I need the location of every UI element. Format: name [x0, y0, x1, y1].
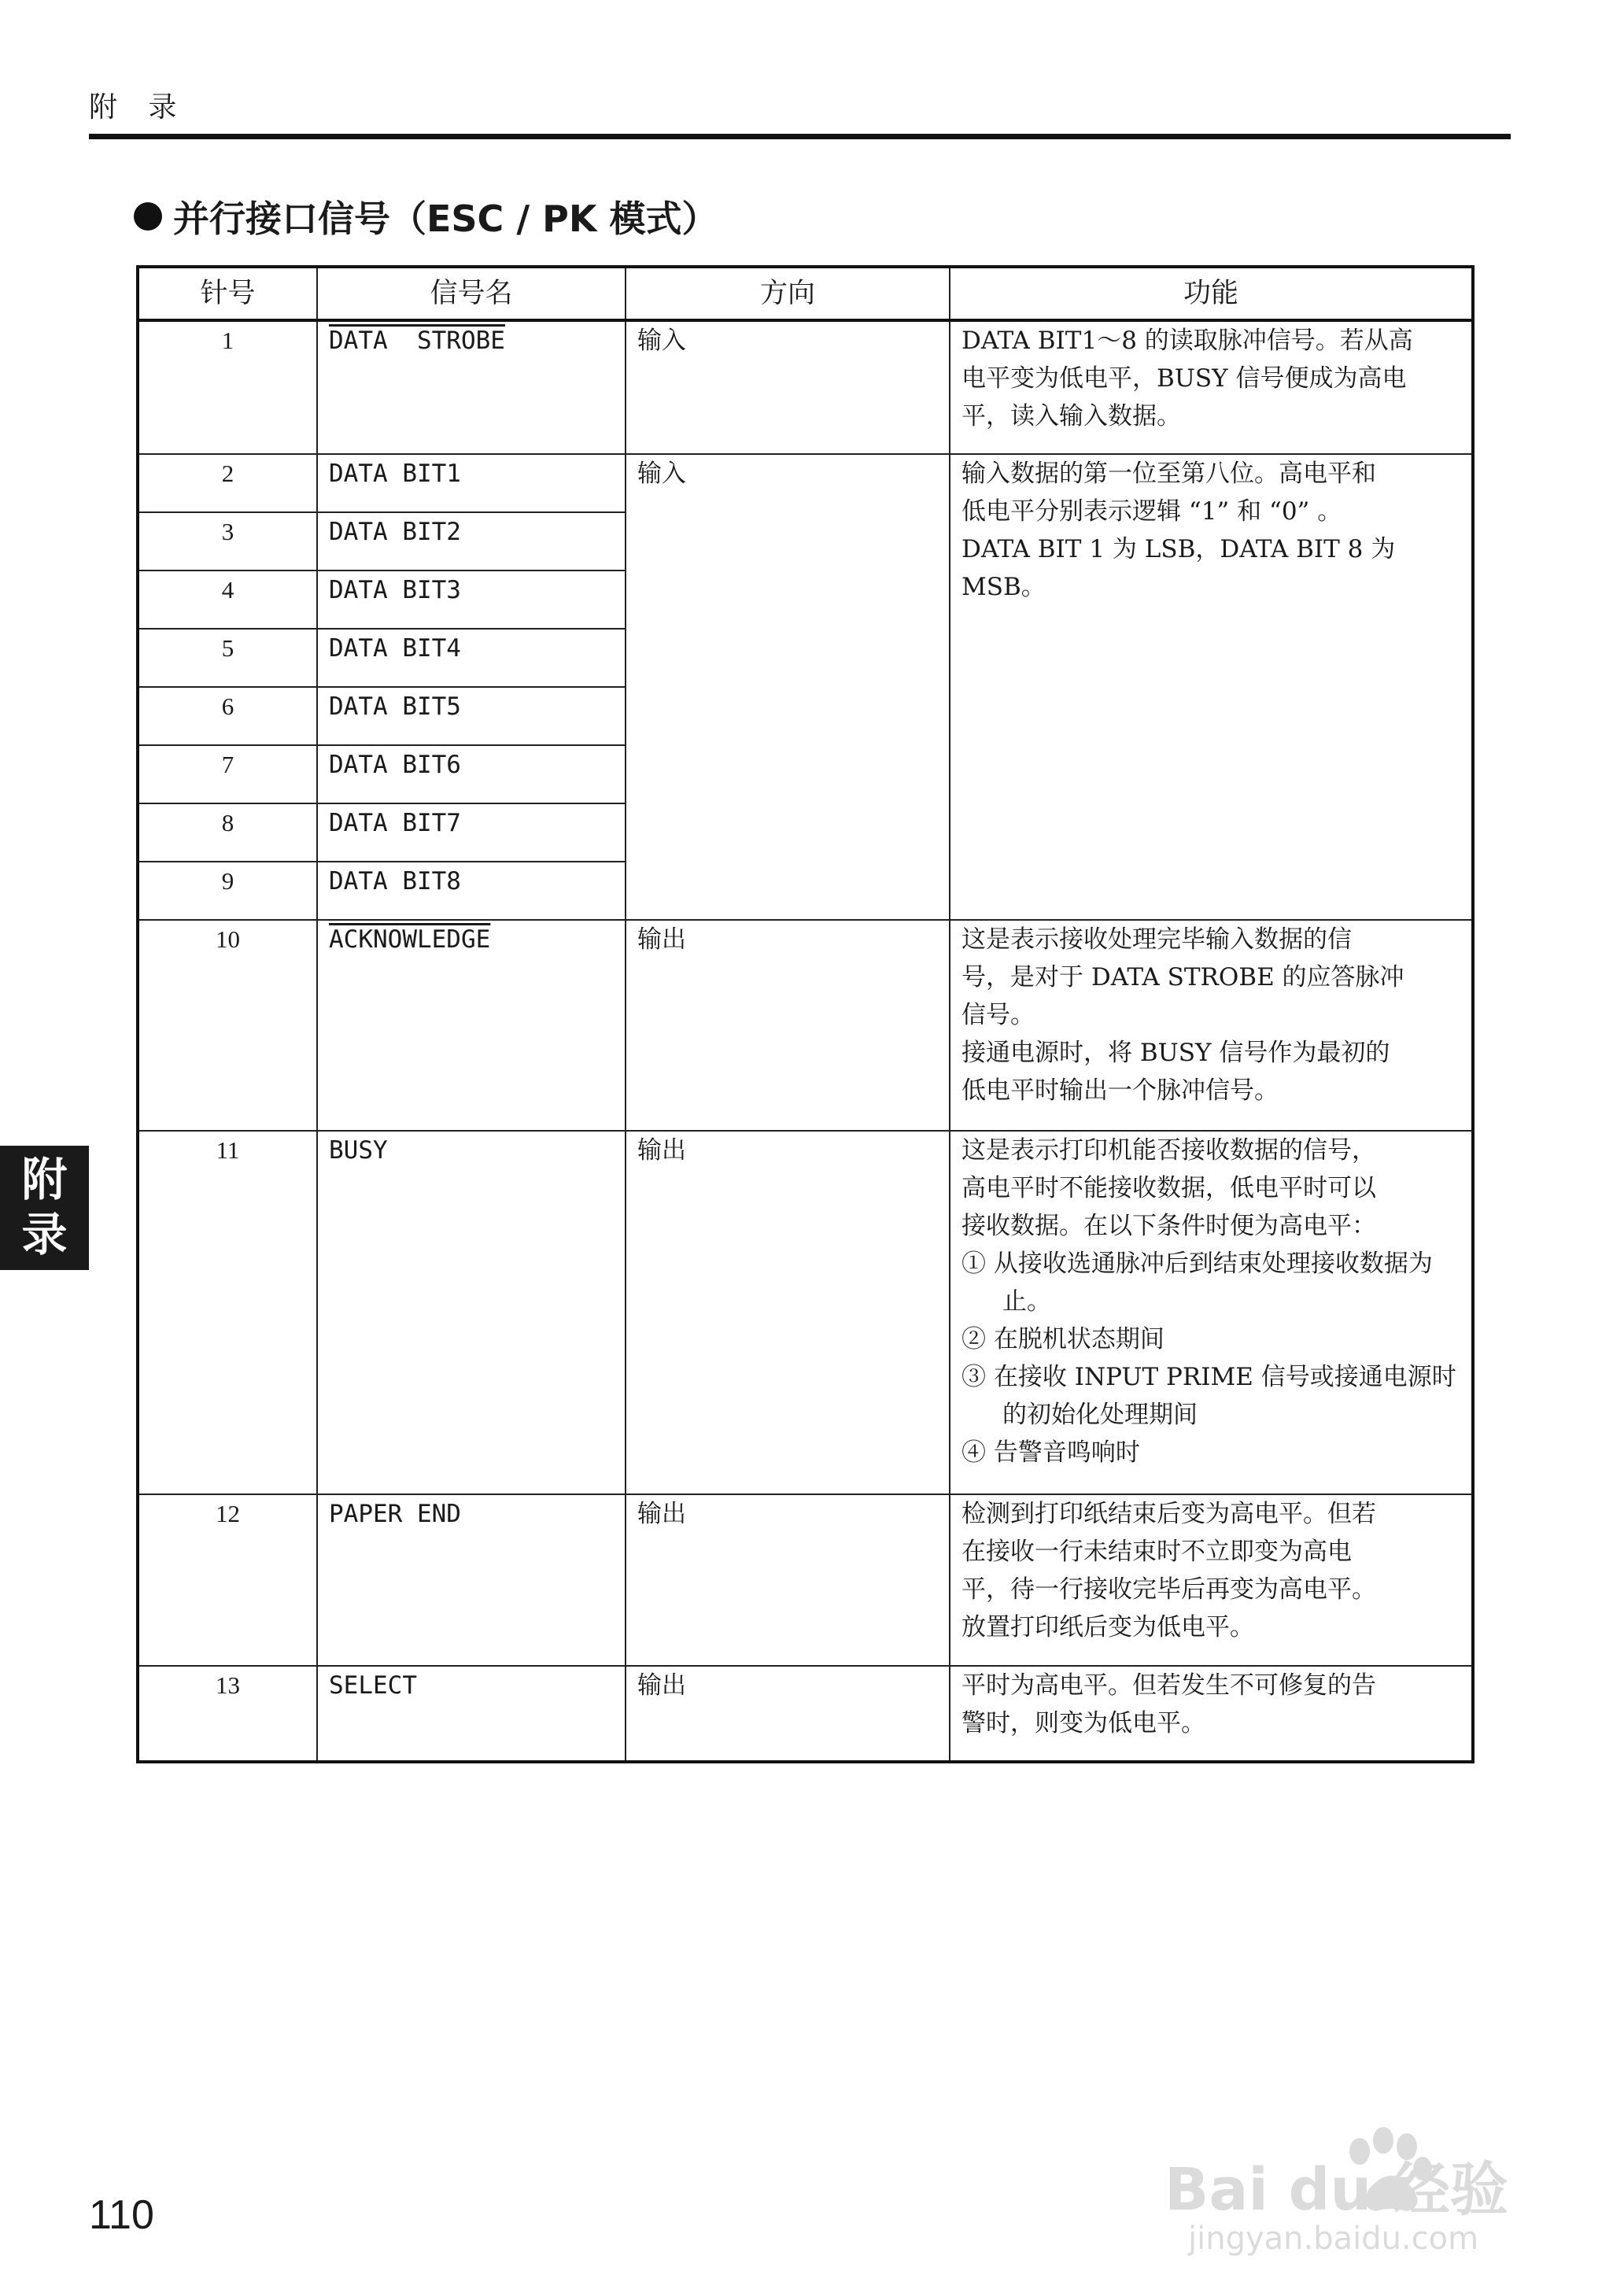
function-line: 低电平时输出一个脉冲信号。	[961, 1076, 1279, 1105]
function-line: DATA BIT 1 为 LSB，DATA BIT 8 为	[961, 535, 1396, 563]
pin-number: 13	[138, 1666, 317, 1762]
condition-item: ① 从接收选通脉冲后到结束处理接收数据为止。	[961, 1250, 1433, 1316]
function-line: 高电平时不能接收数据，低电平时可以	[961, 1174, 1376, 1202]
function-description	[950, 1131, 1473, 1494]
signal-name: DATA BIT4	[317, 629, 626, 687]
signal-name: DATA BIT3	[317, 570, 626, 629]
function-line: 警时，则变为低电平。	[961, 1709, 1205, 1737]
table-header-row	[138, 267, 1473, 320]
signal-name: DATA BIT1	[317, 454, 626, 512]
signal-name	[317, 320, 626, 454]
function-line: DATA BIT1～8 的读取脉冲信号。若从高	[961, 327, 1413, 355]
pin-number: 11	[138, 1131, 317, 1494]
function-line: 号，是对于 DATA STROBE 的应答脉冲	[961, 963, 1404, 991]
signal-name: BUSY	[317, 1131, 626, 1494]
function-line: 这是表示打印机能否接收数据的信号，	[961, 1136, 1376, 1165]
function-line: 检测到打印纸结束后变为高电平。但若	[961, 1500, 1376, 1528]
function-description	[950, 454, 1473, 920]
function-description	[950, 1666, 1473, 1762]
direction: 输入	[626, 320, 950, 454]
pin-number: 5	[138, 629, 317, 687]
pin-number: 10	[138, 920, 317, 1131]
pin-number: 1	[138, 320, 317, 454]
table-row	[138, 320, 1473, 454]
signal-name: DATA BIT7	[317, 803, 626, 862]
table-row	[138, 454, 1473, 512]
signal-name	[317, 920, 626, 1131]
function-line: 输入数据的第一位至第八位。高电平和	[961, 460, 1376, 488]
pin-number: 8	[138, 803, 317, 862]
pin-number: 7	[138, 745, 317, 803]
function-line: 这是表示接收处理完毕输入数据的信	[961, 925, 1352, 954]
pin-number: 3	[138, 512, 317, 570]
header-rule	[89, 134, 1511, 139]
condition-item: ③ 在接收 INPUT PRIME 信号或接通电源时的初始化处理期间	[961, 1363, 1456, 1429]
pin-number: 9	[138, 862, 317, 920]
function-description	[950, 320, 1473, 454]
parallel-interface-signal-table	[136, 265, 1475, 1763]
function-line: 信号。	[961, 1001, 1035, 1029]
section-title-text: 并行接口信号（ESC / PK 模式）	[173, 198, 718, 240]
signal-name: DATA BIT2	[317, 512, 626, 570]
running-header: 附 录	[89, 91, 188, 124]
direction: 输出	[626, 1494, 950, 1666]
bullet-icon	[134, 202, 162, 231]
appendix-side-tab	[0, 1146, 89, 1270]
direction: 输出	[626, 920, 950, 1131]
header-signal: 信号名	[317, 267, 626, 320]
function-line: 电平变为低电平，BUSY 信号便成为高电	[961, 364, 1407, 393]
pin-number: 6	[138, 687, 317, 745]
watermark-brand: Bai du 经验	[1164, 2156, 1508, 2224]
condition-item: ② 在脱机状态期间	[961, 1325, 1164, 1353]
function-line: 平，读入输入数据。	[961, 402, 1181, 430]
function-line: 接收数据。在以下条件时便为高电平：	[961, 1212, 1376, 1240]
page-number: 110	[89, 2192, 154, 2238]
side-tab-char: 录	[21, 1208, 68, 1261]
signal-name: DATA BIT8	[317, 862, 626, 920]
table-row	[138, 1666, 1473, 1762]
section-title	[134, 190, 718, 242]
table-row	[138, 1131, 1473, 1494]
signal-name-text: ACKNOWLEDGE	[329, 925, 491, 954]
signal-name: DATA BIT6	[317, 745, 626, 803]
table-row	[138, 1494, 1473, 1666]
pin-number: 2	[138, 454, 317, 512]
direction: 输入	[626, 454, 950, 920]
signal-name: SELECT	[317, 1666, 626, 1762]
pin-number: 12	[138, 1494, 317, 1666]
header-function: 功能	[950, 267, 1473, 320]
signal-name: PAPER END	[317, 1494, 626, 1666]
direction: 输出	[626, 1666, 950, 1762]
function-line: MSB。	[961, 573, 1046, 601]
direction: 输出	[626, 1131, 950, 1494]
function-description	[950, 920, 1473, 1131]
baidu-jingyan-watermark	[1157, 2117, 1566, 2258]
watermark-url: jingyan.baidu.com	[1188, 2221, 1479, 2257]
side-tab-char: 附	[21, 1153, 68, 1206]
function-line: 在接收一行未结束时不立即变为高电	[961, 1538, 1352, 1566]
table-row	[138, 920, 1473, 1131]
condition-item: ④ 告警音鸣响时	[961, 1438, 1140, 1467]
function-description	[950, 1494, 1473, 1666]
signal-name-text: DATA STROBE	[329, 327, 505, 355]
function-line: 接通电源时，将 BUSY 信号作为最初的	[961, 1039, 1390, 1067]
function-line: 放置打印纸后变为低电平。	[961, 1613, 1254, 1641]
function-line: 平时为高电平。但若发生不可修复的告	[961, 1671, 1376, 1700]
function-line: 平，待一行接收完毕后再变为高电平。	[961, 1575, 1376, 1604]
signal-name: DATA BIT5	[317, 687, 626, 745]
header-direction: 方向	[626, 267, 950, 320]
pin-number: 4	[138, 570, 317, 629]
function-line: 低电平分别表示逻辑 “1” 和 “0” 。	[961, 497, 1342, 526]
header-pin: 针号	[138, 267, 317, 320]
